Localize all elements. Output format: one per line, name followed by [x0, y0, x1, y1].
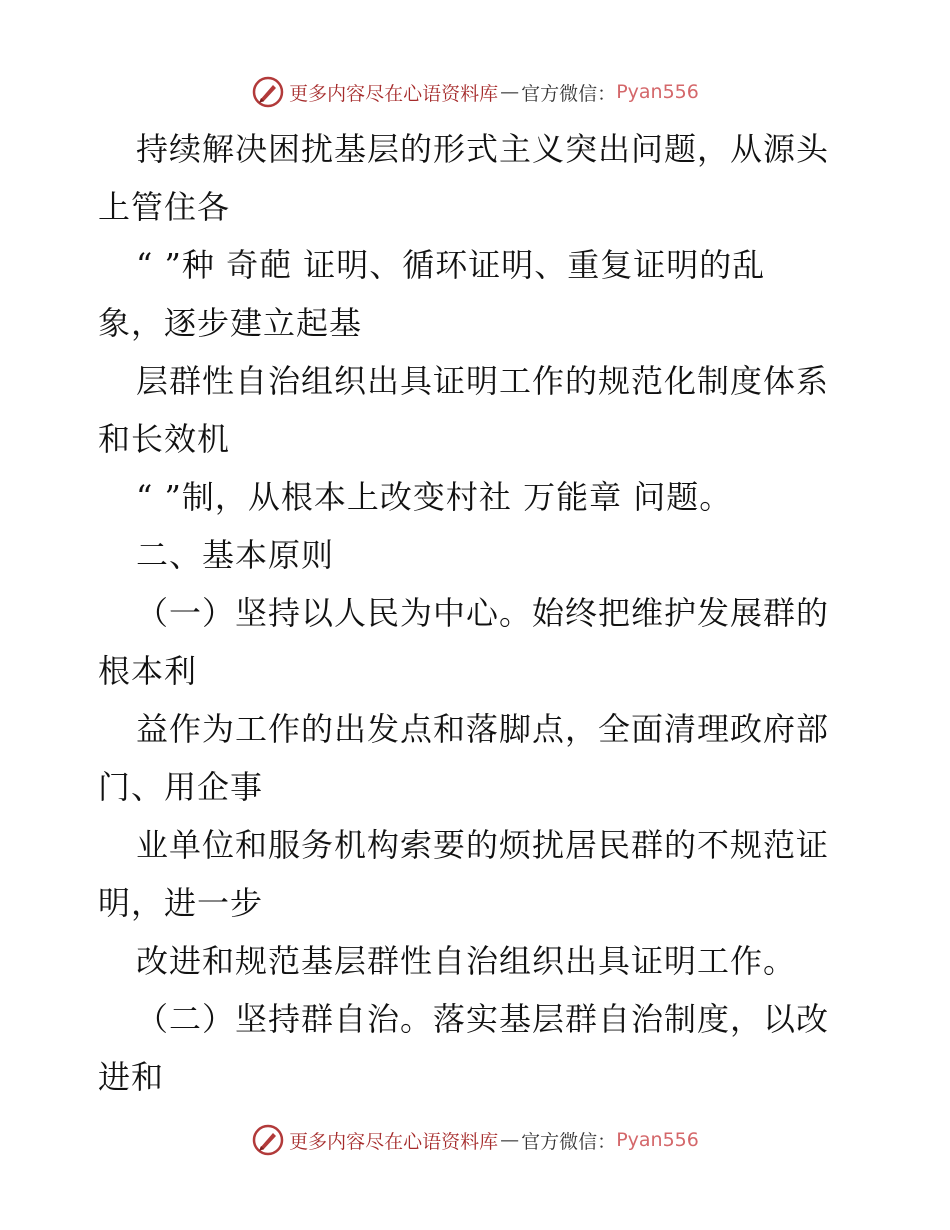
text-line: 进和	[98, 1058, 165, 1096]
watermark-text: 更多内容尽在心语资料库	[289, 1130, 499, 1153]
watermark-text: 更多内容尽在心语资料库	[289, 82, 499, 105]
text-line: “ ”制，从根本上改变村社 万能章 问题。	[136, 478, 733, 516]
text-line: 持续解决困扰基层的形式主义突出问题，从源头	[136, 130, 830, 168]
text-line: 和长效机	[98, 420, 231, 458]
text-line: “ ”种 奇葩 证明、循环证明、重复证明的乱	[136, 246, 766, 284]
watermark-dash: —	[500, 1129, 520, 1151]
text-line: （二）坚持群自治。落实基层群自治制度，以改	[136, 1000, 830, 1038]
pen-logo-icon	[251, 1123, 285, 1157]
text-line: 业单位和服务机构索要的烦扰居民群的不规范证	[136, 826, 830, 864]
pen-logo-icon	[251, 75, 285, 109]
text-line: 明，进一步	[98, 884, 264, 922]
watermark-id: Pyan556	[616, 1129, 699, 1151]
text-line: （一）坚持以人民为中心。始终把维护发展群的	[136, 594, 830, 632]
text-line: 益作为工作的出发点和落脚点，全面清理政府部	[136, 710, 830, 748]
watermark-id: Pyan556	[616, 81, 699, 103]
text-line: 门、用企事	[98, 768, 264, 806]
watermark-footer	[0, 1120, 950, 1160]
watermark-official: 官方微信：	[521, 82, 617, 105]
document-body	[98, 120, 858, 1106]
watermark-header	[0, 72, 950, 112]
watermark-official: 官方微信：	[521, 1130, 617, 1153]
text-line: 上管住各	[98, 188, 231, 226]
text-line: 层群性自治组织出具证明工作的规范化制度体系	[136, 362, 830, 400]
text-line: 改进和规范基层群性自治组织出具证明工作。	[136, 942, 797, 980]
text-line: 根本利	[98, 652, 198, 690]
text-line: 象，逐步建立起基	[98, 304, 363, 342]
watermark-dash: —	[500, 81, 520, 103]
section-heading: 二、基本原则	[136, 536, 335, 574]
